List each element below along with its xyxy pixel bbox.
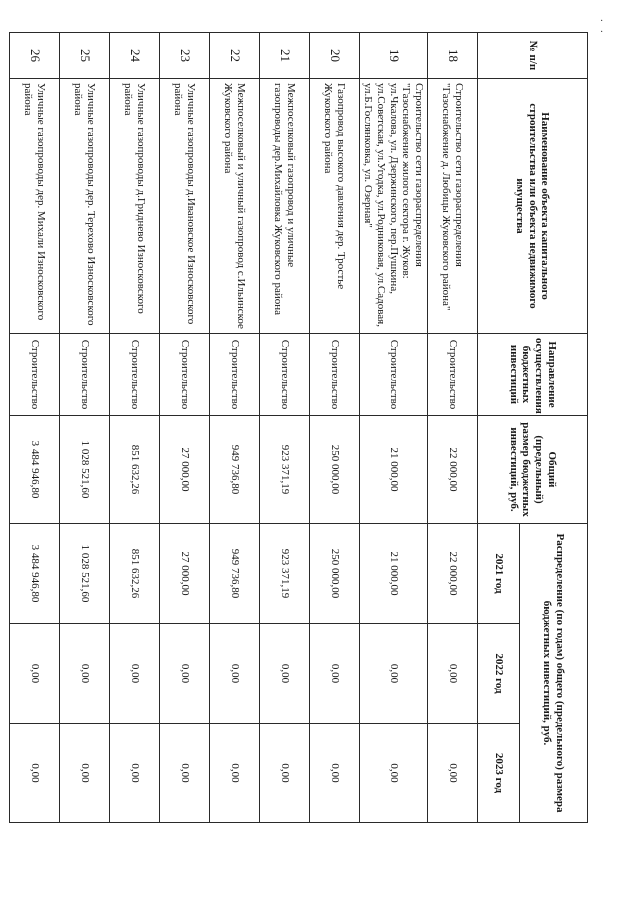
row-2023: 0,00 (309, 724, 359, 823)
table-row (309, 33, 359, 823)
row-2023: 0,00 (259, 724, 309, 823)
row-name: Газопровод высокого давления дер. Тростье Жуковского района (309, 79, 359, 334)
row-num: 26 (9, 33, 59, 79)
row-num: 20 (309, 33, 359, 79)
row-name: Межпоселковый газопровод и уличные газопроводы дер.Михайловка Жуковского района (259, 79, 309, 334)
table-row (159, 33, 209, 823)
row-2023: 0,00 (109, 724, 159, 823)
row-2022: 0,00 (159, 624, 209, 724)
row-num: 18 (428, 33, 478, 79)
col-direction-header: Направление осуществления бюджетных инвестиций (478, 334, 588, 416)
row-total: 3 484 946,80 (9, 416, 59, 524)
row-2023: 0,00 (428, 724, 478, 823)
table-row (209, 33, 259, 823)
header-row (520, 33, 588, 823)
rotated-page (13, 32, 588, 822)
investment-table (9, 32, 588, 823)
row-2021: 22 000,00 (428, 524, 478, 624)
row-2021: 949 736,80 (209, 524, 259, 624)
row-direction: Строительство (428, 334, 478, 416)
row-num: 19 (359, 33, 427, 79)
row-2021: 21 000,00 (359, 524, 427, 624)
col-total-header: Общий (предельный) размер бюджетных инвестиций, руб. (478, 416, 588, 524)
row-2021: 923 371,19 (259, 524, 309, 624)
row-2023: 0,00 (359, 724, 427, 823)
row-num: 24 (109, 33, 159, 79)
row-2022: 0,00 (59, 624, 109, 724)
row-direction: Строительство (359, 334, 427, 416)
row-direction: Строительство (159, 334, 209, 416)
row-direction: Строительство (59, 334, 109, 416)
row-name: Уличные газопроводы дер. Михали Износковского района (9, 79, 59, 334)
year-2022-header: 2022 год (478, 624, 520, 724)
row-2023: 0,00 (159, 724, 209, 823)
table-row (259, 33, 309, 823)
row-name: Уличные газопроводы д.Гриднево Износковского района (109, 79, 159, 334)
row-2023: 0,00 (209, 724, 259, 823)
row-total: 250 000,00 (309, 416, 359, 524)
row-total: 27 000,00 (159, 416, 209, 524)
row-2021: 27 000,00 (159, 524, 209, 624)
row-2021: 3 484 946,80 (9, 524, 59, 624)
page-marks: · · (600, 16, 624, 38)
row-name: Уличные газопроводы дер. Терехово Износковского района (59, 79, 109, 334)
year-2021-header: 2021 год (478, 524, 520, 624)
row-total: 851 632,26 (109, 416, 159, 524)
col-num-header: № п/п (478, 33, 588, 79)
row-name: Строительство сети газораспределения "Газоснабжение д. Любицы Жуковского района" (428, 79, 478, 334)
row-name: Уличные газопроводы д.Ивановское Износковского района (159, 79, 209, 334)
row-2022: 0,00 (109, 624, 159, 724)
table-row (59, 33, 109, 823)
col-distribution-header: Распределение (по годам) общего (предельного) размера бюджетных инвестиций, руб. (520, 524, 588, 823)
row-2022: 0,00 (359, 624, 427, 724)
row-2022: 0,00 (309, 624, 359, 724)
year-2023-header: 2023 год (478, 724, 520, 823)
row-2021: 851 632,26 (109, 524, 159, 624)
table-row (9, 33, 59, 823)
row-2023: 0,00 (59, 724, 109, 823)
table-row (428, 33, 478, 823)
table-row (109, 33, 159, 823)
row-direction: Строительство (309, 334, 359, 416)
row-direction: Строительство (259, 334, 309, 416)
row-2021: 250 000,00 (309, 524, 359, 624)
row-num: 23 (159, 33, 209, 79)
row-num: 21 (259, 33, 309, 79)
row-total: 949 736,80 (209, 416, 259, 524)
row-2021: 1 028 521,60 (59, 524, 109, 624)
row-2022: 0,00 (259, 624, 309, 724)
row-total: 1 028 521,60 (59, 416, 109, 524)
table-row (359, 33, 427, 823)
row-num: 25 (59, 33, 109, 79)
row-name: Строительство сети газораспределения "Газоснабжение жилого сектора г. Жуков: ул.Чкалова, ул. Дзержинского, пер.Пушкина, ул.Советская, ул.Угодка, ул.Родниковая, ул.Садовая, ул.Б.Гослянковка, ул. Озерная" (359, 79, 427, 334)
row-total: 22 000,00 (428, 416, 478, 524)
row-2022: 0,00 (9, 624, 59, 724)
row-2022: 0,00 (428, 624, 478, 724)
col-name-header: Наименование объекта капитального строительства или объекта недвижимого имущества (478, 79, 588, 334)
row-name: Межпоселковый и уличный газопровод с.Ильинское Жуковского района (209, 79, 259, 334)
row-direction: Строительство (109, 334, 159, 416)
row-total: 21 000,00 (359, 416, 427, 524)
row-direction: Строительство (9, 334, 59, 416)
row-2022: 0,00 (209, 624, 259, 724)
row-total: 923 371,19 (259, 416, 309, 524)
row-2023: 0,00 (9, 724, 59, 823)
row-direction: Строительство (209, 334, 259, 416)
row-num: 22 (209, 33, 259, 79)
